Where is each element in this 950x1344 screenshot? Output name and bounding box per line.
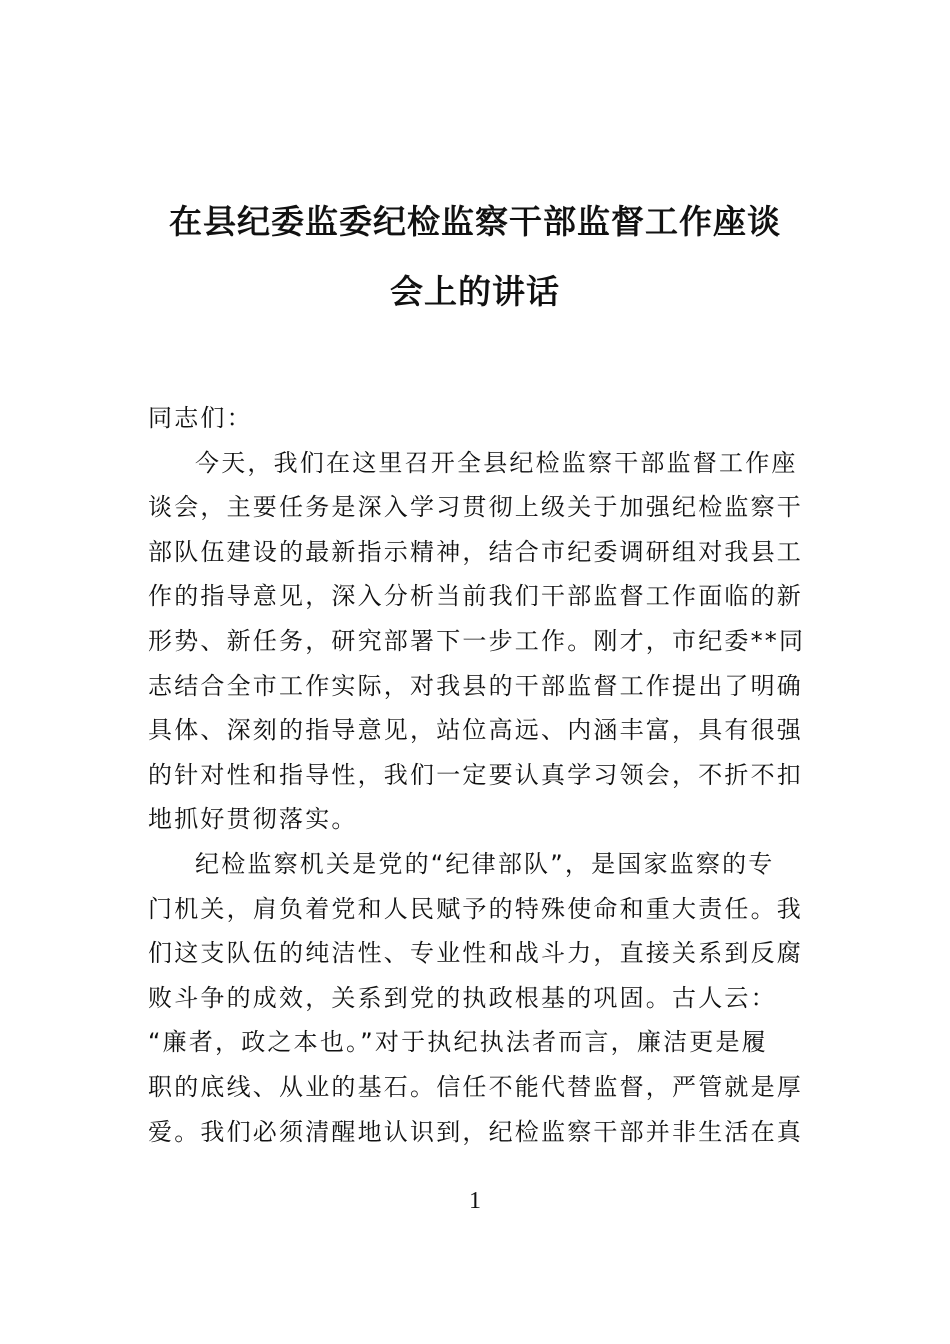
salutation: 同志们： — [148, 404, 253, 432]
paragraph-line: 今天，我们在这里召开全县纪检监察干部监督工作座 — [195, 448, 798, 477]
paragraph-line: 爱。我们必须清醒地认识到，纪检监察干部并非生活在真 — [148, 1117, 803, 1146]
paragraphs — [148, 441, 810, 1155]
paragraph-line: 形势、新任务，研究部署下一步工作。刚才，市纪委**同 — [148, 626, 806, 655]
paragraph-line: 纪检监察机关是党的“纪律部队”，是国家监察的专 — [195, 849, 775, 878]
paragraph-line: 职的底线、从业的基石。信任不能代替监督，严管就是厚 — [148, 1072, 803, 1101]
paragraph-line: 谈会，主要任务是深入学习贯彻上级关于加强纪检监察干 — [148, 493, 803, 522]
page-number: 1 — [469, 1188, 481, 1214]
paragraph-line: 门机关，肩负着党和人民赋予的特殊使命和重大责任。我 — [148, 894, 803, 923]
paragraph-line: 败斗争的成效，关系到党的执政根基的巩固。古人云： — [148, 983, 777, 1012]
paragraph-line: 的针对性和指导性，我们一定要认真学习领会，不折不扣 — [148, 760, 803, 789]
document-body — [148, 396, 810, 1154]
document-title-line-2: 会上的讲话 — [390, 272, 560, 311]
paragraph-line: 部队伍建设的最新指示精神，结合市纪委调研组对我县工 — [148, 537, 803, 566]
paragraph-line: 们这支队伍的纯洁性、专业性和战斗力，直接关系到反腐 — [148, 939, 803, 968]
paragraph-line: 具体、深刻的指导意见，站位高远、内涵丰富，具有很强 — [148, 716, 803, 745]
paragraph-line: “廉者，政之本也。”对于执纪执法者而言，廉洁更是履 — [148, 1028, 768, 1057]
paragraph-line: 地抓好贯彻落实。 — [148, 805, 358, 834]
document-title-line-1: 在县纪委监委纪检监察干部监督工作座谈 — [169, 202, 781, 241]
paragraph-line: 作的指导意见，深入分析当前我们干部监督工作面临的新 — [148, 582, 803, 611]
paragraph-line: 志结合全市工作实际，对我县的干部监督工作提出了明确 — [148, 671, 803, 700]
